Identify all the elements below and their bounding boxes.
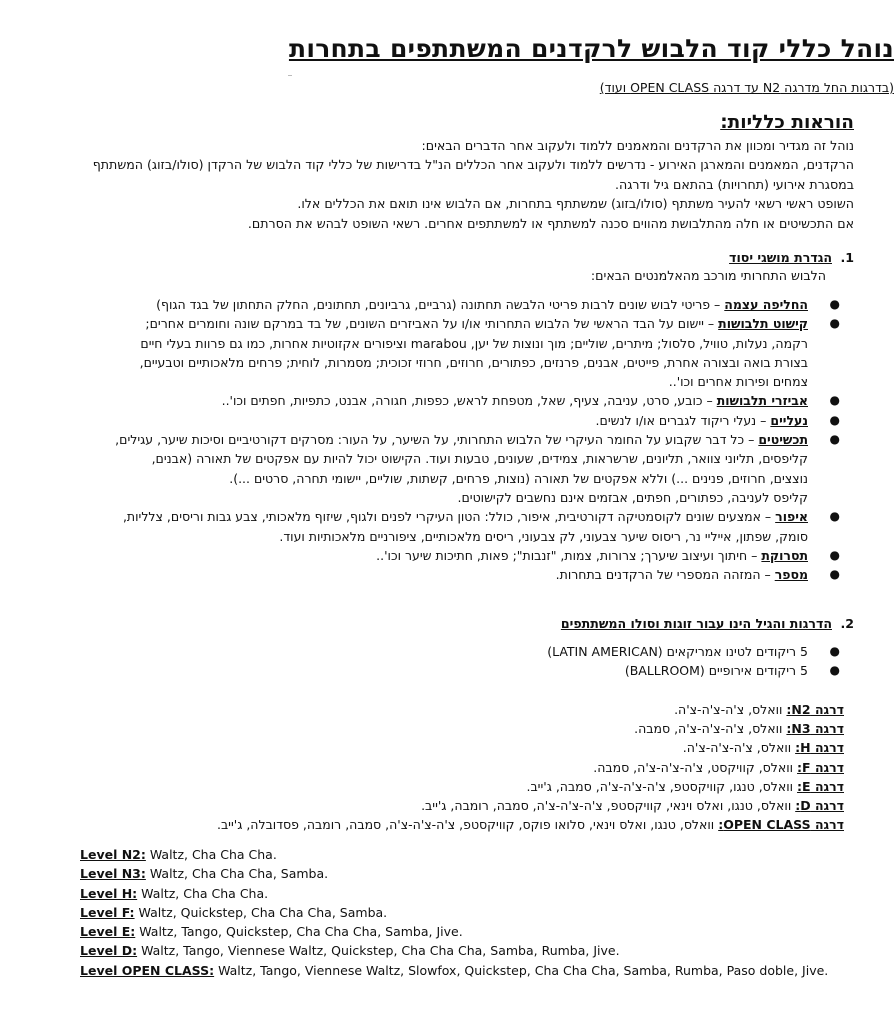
general-heading: הוראות כלליות:: [720, 112, 854, 133]
level-dances: וואלס, צ'ה-צ'ה-צ'ה.: [682, 740, 796, 756]
list-item: [28, 314, 854, 391]
section-1-heading: [30, 248, 854, 267]
level-row: [80, 941, 828, 960]
bullet-icon: ●: [829, 412, 840, 427]
general-paragraph: [30, 136, 854, 233]
list-item: ● 5 ריקודים אירופיים (BALLROOM): [28, 661, 854, 680]
definition-text: קליפסים, תליוני צוואר, תליונים, שרשראות, צמידים, שעונים, טבעות ועוד. הקישוט יכול להיות עם אפקטים של תאורה (אבנים,: [151, 451, 808, 467]
level-row: [217, 796, 844, 815]
definition-text: – נעלי ריקוד לגברים או/ו לנשים.: [595, 412, 767, 428]
definition-text: – יישום על הבד הראשי של הלבוש התחרותי או/ו על האביזרים השונים, של בד במרקם שונה וחומרים אחרים;: [145, 316, 715, 332]
level-row: [80, 884, 828, 903]
definition-term: אביזרי תלבושות: [716, 393, 808, 409]
scan-mark: [288, 75, 292, 76]
definition-text: – כל דבר שקבוע על החומר העיקרי של הלבוש התחרותי, על השיער, על העור: מסרקים דקורטיביים וסיכות שיער, עגילים,: [115, 432, 755, 448]
definition-text: – כובע, סרט, עניבה, צעיף, שאל, מטפחת לראש, כפפות, חגורה, אבנט, כתפיות, חפתים וכו'..: [221, 393, 713, 409]
definition-term: החליפה עצמה: [724, 297, 808, 312]
definition-term: מספר: [774, 567, 808, 583]
definition-term: קישוט תלבושות: [718, 316, 808, 332]
bullet-icon: ●: [829, 432, 840, 447]
dance-types-list: [28, 642, 854, 681]
list-item: [28, 546, 854, 565]
general-line: השופט ראשי רשאי להעיר משתתף (סולו/בזוג) שמשתתף בתחרות, אם הלבוש אינו תואם את הכללים אלו.: [297, 196, 854, 212]
list-item: [28, 391, 854, 410]
level-label: דרגה D:: [795, 798, 844, 814]
list-item: [28, 295, 854, 314]
level-label: דרגה OPEN CLASS:: [718, 817, 844, 833]
definition-text: בצורת בואה ובצורה אחרת, פייטים, אבנים, פרנזים, כפתורים, חרוזים, חרוזי זכוכית; מסמרות, לוחית; פרחים מלאכותיים וטבעיים,: [139, 354, 808, 370]
level-dances: וואלס, קוויקסט, צ'ה-צ'ה-צ'ה, סמבה.: [593, 759, 798, 775]
level-label: Level E:: [80, 924, 136, 940]
bullet-icon: ●: [829, 644, 840, 658]
section-title: הדרגות והגיל הינו עבור זוגות וסולו המשתתפים: [560, 616, 832, 631]
general-line: הרקדנים, המאמנים והמארגן האירוע - נדרשים ללמוד ולעקוב אחר הכללים הנ"ל בדרישות של כללי קוד הלבוש של הרקדן (סולו/בזוג) המשתתף: [92, 157, 854, 173]
definition-text: – חיתוך ועיצוב שיערך; צרורות, צמות, "זנבות"; פאות, חתיכות שיער וכו'..: [376, 547, 758, 563]
definition-text: – פריטי לבוש שונים לרבות פריטי הלבשה תחתונה (גרביים, גרביונים, תחתונים, החלק התחתון של בגד הגוף): [156, 297, 721, 312]
definition-term: נעליים: [770, 412, 808, 428]
level-row: [217, 815, 844, 834]
level-dances: וואלס, טנגו, ואלס וינאי, קוויקסטפ, צ'ה-צ'ה-צ'ה, סמבה, רומבה, ג'ייב.: [421, 798, 796, 814]
level-row: [217, 777, 844, 796]
level-label: Level D:: [80, 943, 138, 959]
level-row: [80, 903, 828, 922]
definition-term: איפור: [775, 509, 808, 525]
section-number: 1.: [840, 250, 854, 265]
level-label: דרגה F:: [797, 759, 844, 775]
section-2-heading: [30, 614, 854, 633]
list-item: [28, 507, 854, 546]
level-label: Level OPEN CLASS:: [80, 962, 215, 978]
section-1-intro: הלבוש התחרותי מורכב מהאלמנטים הבאים:: [590, 268, 826, 283]
list-item: ● 5 ריקודים לטינו אמריקאים (LATIN AMERICAN): [28, 642, 854, 661]
level-dances: Waltz, Cha Cha Cha.: [145, 847, 277, 862]
bullet-icon: ●: [829, 663, 840, 678]
level-label: דרגה N2:: [786, 702, 844, 717]
level-row: [217, 719, 844, 738]
definition-text: נוצצים, חרוזים, פנינים ...) וללא אפקטים של תאורה (נוצות, פרחים, קשתות, שוליים, יישומי תחרה, סרטים ...).: [229, 470, 808, 486]
level-dances: וואלס, צ'ה-צ'ה-צ'ה, סמבה.: [634, 721, 787, 737]
level-label: Level F:: [80, 904, 135, 920]
definition-term: תסרוקת: [761, 547, 808, 563]
list-item: [28, 565, 854, 584]
definition-text: צמחים ופירות אחרים וכו'..: [668, 374, 808, 390]
general-line: נוהל זה מגדיר ומכוון את הרקדנים והמאמנים ללמוד ולעקוב אחר הדברים הבאים:: [421, 138, 854, 153]
definition-term: תכשיטים: [758, 432, 808, 448]
level-dances: Waltz, Quickstep, Cha Cha Cha, Samba.: [134, 904, 388, 920]
level-row: [80, 922, 828, 941]
level-dances: Waltz, Tango, Viennese Waltz, Quickstep, Cha Cha Cha, Samba, Rumba, Jive.: [137, 943, 620, 959]
bullet-icon: ●: [829, 547, 840, 562]
levels-english: [80, 845, 828, 980]
bullet-icon: ●: [829, 509, 840, 524]
page-title: נוהל כללי קוד הלבוש לרקדנים המשתתפים בתחרות: [288, 34, 894, 63]
bullet-icon: ●: [829, 567, 840, 582]
general-line: אם התכשיטים או חלה מהתלבושת מהווים סכנה למשתתף או למשתתפים אחרים. רשאי השופט לבהש את הסרתם.: [247, 215, 854, 231]
definition-text: – המזהה המספרי של הרקדנים בתחרות.: [555, 567, 771, 583]
section-number: 2.: [840, 616, 854, 631]
general-line: במסגרת אירועי (תחרויות) בהתאם גיל ודרגה.: [614, 176, 854, 192]
definition-text: סומק, שפתון, אייליי נר, ריסוס שיער צבעוני, לק צבעוני, ריסים מלאכותיים, ציפורניים מלאכותיות ועוד.: [279, 528, 808, 544]
level-label: דרגה H:: [795, 740, 844, 756]
level-dances: Waltz, Tango, Viennese Waltz, Slowfox, Quickstep, Cha Cha Cha, Samba, Rumba, Paso doble, Jive.: [214, 962, 829, 978]
definitions-list: [28, 295, 854, 584]
definition-text: – אמצעים שונים לקוסמטיקה דקורטיבית, איפור, כולל: הטון העיקרי לפנים ולגוף, שיזוף מלאכותי, צבע גבות וריסים, צלליות,: [122, 509, 772, 525]
definition-text: קליפס לעניבה, כפתורים, חפתים, אבזמים אינם נחשבים לקישוטים.: [457, 489, 808, 505]
levels-hebrew: [217, 700, 844, 834]
bullet-icon: ●: [829, 297, 840, 311]
list-item: [28, 411, 854, 430]
page-subtitle: (בדרגות החל מדרגה N2 עד דרגה OPEN CLASS ועוד): [599, 80, 894, 95]
bullet-icon: ●: [829, 316, 840, 331]
level-row: [217, 738, 844, 757]
level-row: [80, 845, 828, 864]
section-title: הגדרת מושגי יסוד: [729, 250, 832, 265]
level-dances: Waltz, Cha Cha Cha, Samba.: [145, 866, 329, 882]
definition-text: רקמה, נעלות, טוויל, סלסול; מיתרים, שוליים; מוך ונוצות של יען, marabou וציפורים אקזוטיות אחרות, כמו גם פרוות בעלי חיים: [140, 335, 808, 351]
level-label: Level N3:: [80, 866, 146, 882]
level-dances: וואלס, צ'ה-צ'ה-צ'ה.: [674, 702, 787, 717]
level-dances: וואלס, טנגו, ואלס וינאי, סלואו פוקס, קוויקסטפ, צ'ה-צ'ה-צ'ה, סמבה, רומבה, פסדובלה, ג'ייב.: [216, 817, 719, 833]
level-dances: Waltz, Cha Cha Cha.: [137, 885, 269, 901]
level-label: Level H:: [80, 885, 138, 901]
level-row: [80, 864, 828, 883]
list-item: [28, 430, 854, 507]
level-row: [80, 961, 828, 980]
level-label: Level N2:: [80, 847, 146, 862]
level-row: [217, 700, 844, 719]
bullet-icon: ●: [829, 393, 840, 408]
level-row: [217, 758, 844, 777]
level-label: דרגה E:: [797, 778, 844, 794]
level-dances: וואלס, טנגו, קוויקסטפ, צ'ה-צ'ה-צ'ה, סמבה, ג'ייב.: [526, 778, 798, 794]
level-label: דרגה N3:: [786, 721, 844, 737]
level-dances: Waltz, Tango, Quickstep, Cha Cha Cha, Samba, Jive.: [135, 924, 463, 940]
